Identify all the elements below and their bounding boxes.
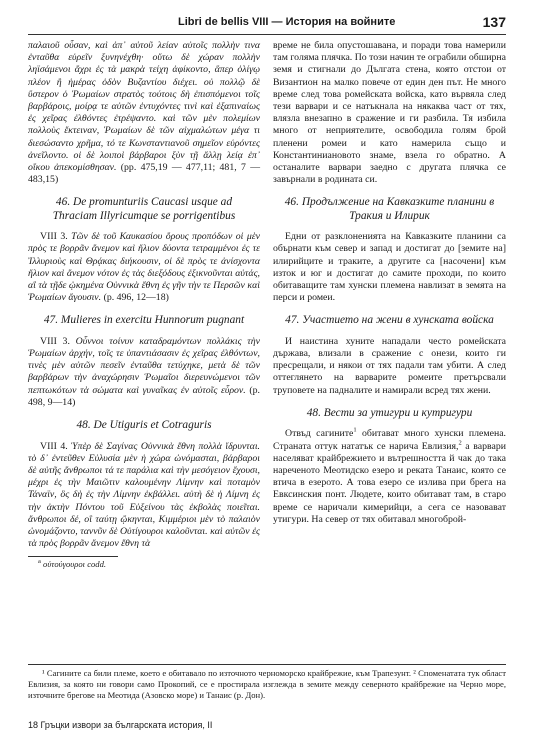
apparatus-rule xyxy=(28,556,118,557)
running-title: Libri de bellis VIII — История на войните xyxy=(178,16,396,28)
page-number: 137 xyxy=(482,14,506,30)
section-46-bulgarian-text: Едни от разклоненията на Кавказките планини са обърнати към север и запад и достигат до [земите на] илирийците и траките, а другите са [насочени] към изток и юг и достигат до самите проходи, по които обитаващите там хунски племена навлизат в земята на перси и ромеи. xyxy=(273,231,506,304)
greek-intro-text: παλαιοῦ οὖσαν, καὶ ἀπ᾽ αὐτοῦ λείαν αὐτοῖς πολλὴν τινα ἐνταῦθα εὑρεῖν ξυνηνέχθη· οὕτω δὲ χώραν πολλὴν ληϊσάμενοι ἄχρι ἐς τὰ μακρὰ τείχη ἀφίκοντο, ἅπερ ὀλίγῳ πλέον ἢ ἡμέρας ὁδὸν Βυζαντίου διέχει. οὐ πολλῷ δὲ ὕστερον ὁ Ῥωμαίων στρατὸς τούτοις δὴ ἐπισπόμενοι τοῖς βαρβάροις, μοίρᾳ τε αὐτῶν ἐντυχόντες τινὶ καὶ ἐξαπιναίως ἐς χεῖρας ἐλθόντες ἐτρέψαντο. καὶ τῶν μὲν πολεμίων πολλοὺς ἔκτειναν, Ῥωμαίων δὲ τῶν αἰχμαλώτων μέγα τι διεσώσαντο χρῆμα, τό τε Κωνσταντιανοῦ σημεῖον εὑρόντες ἀνεῖλοντο. οἱ δὲ λοιποὶ βάρβαροι ξὺν τῇ ἄλλῃ λείᾳ ἐπ᾽ οἴκου ἀπεκομίσθησαν. (pp. 475,19 — 477,11; 481, 7 — 483,15) xyxy=(28,40,260,186)
section-48-latin-heading: 48. De Utiguris et Cotraguris xyxy=(76,419,212,432)
footnotes xyxy=(28,668,506,701)
section-47-bulgarian-heading: 47. Участието на жени в хунската войска xyxy=(285,314,494,327)
footnote-rule xyxy=(28,664,506,665)
section-47-latin-heading: 47. Mulieres in exercitu Hunnorum pugnant xyxy=(43,314,245,327)
section-46-latin-heading: 46. De promunturiis Caucasi usque ad Thraciam Illyricumque se porrigentibus xyxy=(52,196,236,222)
section-47-bulgarian-text: И наистина хуните нападали често ромейската държава, влизали в сражение с онези, които ги пресрещали, и някои от тях падали там убити. А след оттеглянето на варварите ромеите претърсвали труповете на падналите и намирали всред тях жени. xyxy=(273,335,506,396)
section-48-bulgarian-heading: 48. Вести за утигури и кутригури xyxy=(306,406,473,419)
running-header xyxy=(28,14,506,32)
section-47-greek-text: VIII 3. Οὖννοι τοίνυν καταδραμόντων πολλάκις τὴν Ῥωμαίων ἀρχήν, τοῖς τε ὑπαντιάσασιν ἐς χεῖρας ἐλθόντων, τινὲς μὲν αὐτῶν πεσεῖν ἐνταῦθα τετύχηκε, μετὰ δὲ τῶν βαρβάρων τὴν ἀναχώρησιν Ῥωμαῖοι διερευνώμενοι τῶν πεπτωκότων τὰ σώματα καὶ γυναῖκας ἐν αὐτοῖς εὗρον. (p. 498, 9—14) xyxy=(28,335,260,408)
footnote-text: ¹ Сагините са били племе, което е обитавало по източното черноморско крайбрежие, към Трапезунт. ² Споменатата тук област Евлизия, за която ни говори само Прокопий, се е простирала изглежда в земите между северното крайбрежие на Черно море, източните брегове на Меотида (Азовско море) и Танаис (р. Дон). xyxy=(28,668,506,700)
printer-signature: 18 Гръцки извори за българската история, II xyxy=(28,720,213,730)
bulgarian-column xyxy=(273,40,506,528)
critical-apparatus: $^a$ οὐτούγουροι codd. xyxy=(38,558,107,570)
section-46-greek-text: VIII 3. Τῶν δὲ τοῦ Καυκασίου ὄρους προπόδων οἱ μὲν πρὸς τε βορρᾶν ἄνεμον καὶ ἥλιον δύοντα τετραμμένοι ἐς τε Ἰλλυριοὺς καὶ Θρᾴκας διήκουσιν, οἱ δὲ πρὸς τε ἀνίσχοντα ἥλιον καὶ ἄνεμον νότον ἐς τὰς διεξόδους ἐξικνοῦνται αὐτάς, αἳ τὰ τῇδε ᾠκημένα Οὐννικὰ ἔθνη ἐς γῆν τὴν τε Περσῶν καὶ Ῥωμαίων ἄγουσιν. (p. 496, 12—18) xyxy=(28,231,260,304)
section-48-greek-text: VIII 4. Ὑπὲρ δὲ Σαγίνας Οὐννικὰ ἔθνη πολλὰ ἵδρυνται. τὸ δ᾽ ἐντεῦθεν Εὐλυσία μὲν ἡ χώρα ὠνόμασται, βάρβαροι δὲ αὐτῆς ἄνθρωποι τά τε παράλια καὶ τὴν μεσόγειον ἔχουσι, μέχρι ἐς τὴν Μαιῶτιν καλουμένην Λίμνην καὶ ποταμὸν Τάναϊν, ὃς δὴ ἐς τὴν Λίμνην ἐκβάλλει. αὐτὴ δὲ ἡ Λίμνη ἐς τὴν ἀκτὴν Πόντου τοῦ Εὐξείνου τὰς ἐκβολὰς ποιεῖται. ἄνθρωποι δέ, οἳ ταύτῃ ᾤκηνται, Κιμμέριοι μὲν τὸ παλαιὸν ὠνομάζοντο, ταννῦν δὲ Οὐτίγουροι καλοῦνται. καὶ αὐτῶν ἐς τὰ πρὸς βορρᾶν ἄνεμον ἔθνη τὰ xyxy=(28,440,260,550)
header-rule xyxy=(28,34,506,35)
bulgarian-intro-text: време не била опустошавана, и поради това намерили там голяма плячка. По този начин те ограбили обширна земя и стигнали до Дългата стена, която отстои от Византион на малко повече от един ден път. Не много време след това ромейската войска, като вървяла след тези варвари и се натъкнала на някаква част от тях, влязла внезапно в сражение и ги разбила. Тя избила много от неприятелите, освободила голям брой пленени ромеи и като намерила също и Константиниановото знаме, взела го обратно. А останалите варвари заедно с другата плячка се завърнали в родината си. xyxy=(273,40,506,186)
greek-latin-column xyxy=(28,40,260,570)
section-46-bulgarian-heading: 46. Продължение на Кавказките планини в Тракия и Илирик xyxy=(284,196,495,222)
section-48-bulgarian-text: Отвъд сагините$^1$ обитават много хунски племена. Страната оттук нататък се нарича Евлизия,$^2$ а варвари населяват крайбрежието и вътрешността й чак до така нареченото Меотидско езеро и реката Танаис, която се втича в езерото. А това езеро се излива при брега на Евксинския понт. Людете, които обитават там, в старо време се наричали кимерийци, а сега се назовават утигури. На север от тях обитавал многоброй- xyxy=(273,427,506,525)
